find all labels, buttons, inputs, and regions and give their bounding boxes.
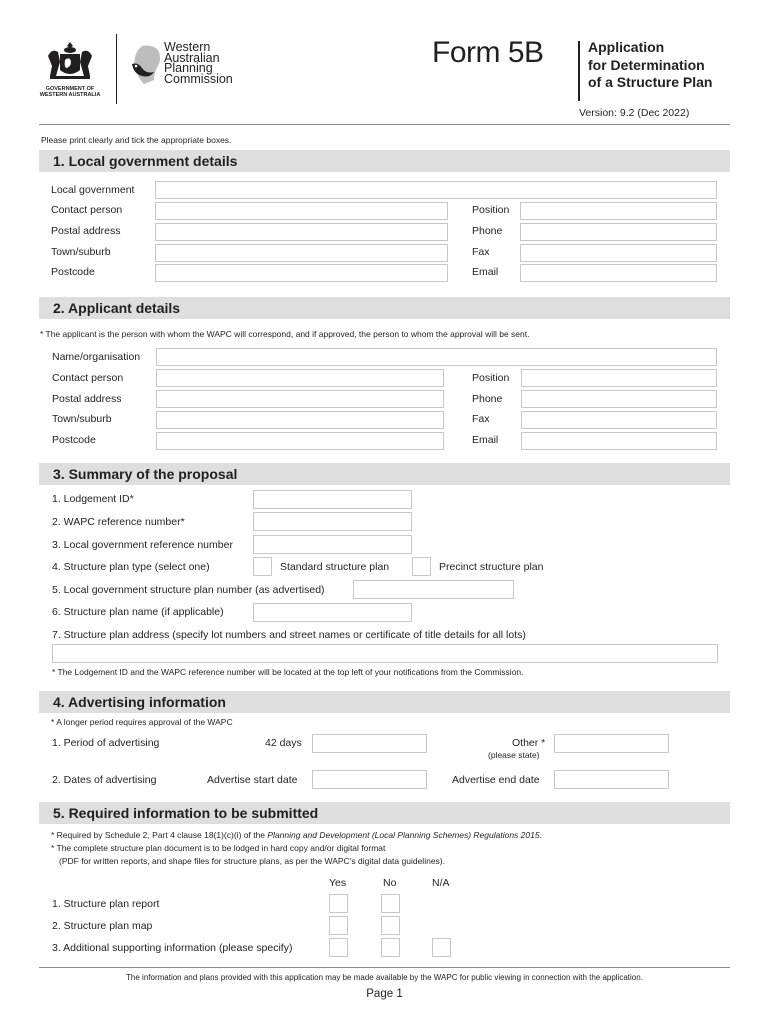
lg-plan-number-input[interactable] — [353, 580, 514, 599]
section2-header: 2. Applicant details — [39, 297, 730, 319]
lg-position-input[interactable] — [520, 202, 717, 220]
ap-contact-person-input[interactable] — [156, 369, 444, 387]
structure-plan-name-input[interactable] — [253, 603, 412, 622]
subtitle-line3: of a Structure Plan — [588, 74, 713, 90]
form-title: Form 5B — [432, 36, 544, 69]
standard-structure-plan-checkbox[interactable] — [253, 557, 272, 576]
ap-postal-address-label: Postal address — [52, 393, 122, 405]
lg-postal-address-label: Postal address — [51, 225, 121, 237]
lodged-format-note: * The complete structure plan document is to be lodged in hard copy and/or digital format — [51, 843, 386, 853]
ap-position-input[interactable] — [521, 369, 717, 387]
lg-town-suburb-input[interactable] — [155, 244, 448, 262]
precinct-structure-plan-label: Precinct structure plan — [439, 561, 544, 573]
digital-format-note: (PDF for written reports, and shape files for structure plans, as per the WAPC’s digital data guidelines). — [59, 856, 445, 866]
instruction-text: Please print clearly and tick the appropriate boxes. — [41, 135, 232, 145]
precinct-structure-plan-checkbox[interactable] — [412, 557, 431, 576]
required-note — [51, 830, 542, 841]
applicant-note: * The applicant is the person with whom the WAPC will correspond, and if approved, the person to whom the approval will be sent. — [40, 329, 530, 339]
lg-phone-label: Phone — [472, 225, 503, 237]
structure-plan-type-label: 4. Structure plan type (select one) — [52, 561, 210, 573]
additional-na-checkbox[interactable] — [432, 938, 451, 957]
lg-position-label: Position — [472, 204, 510, 216]
lg-reference-label: 3. Local government reference number — [52, 539, 233, 551]
map-no-checkbox[interactable] — [381, 916, 400, 935]
ap-position-label: Position — [472, 372, 510, 384]
wapc-reference-input[interactable] — [253, 512, 412, 531]
ap-email-input[interactable] — [521, 432, 717, 450]
report-yes-checkbox[interactable] — [329, 894, 348, 913]
please-state-label: (please state) — [488, 750, 540, 760]
lg-phone-input[interactable] — [520, 223, 717, 241]
lg-fax-label: Fax — [472, 246, 490, 258]
ap-town-suburb-label: Town/suburb — [52, 413, 112, 425]
required-note-text: * Required by Schedule 2, Part 4 clause 18(1)(c)(i) of the — [51, 830, 268, 840]
name-organisation-label: Name/organisation — [52, 351, 141, 363]
wapc-wordmark — [164, 42, 233, 84]
advertising-note: * A longer period requires approval of the WAPC — [51, 717, 233, 727]
section5-header: 5. Required information to be submitted — [39, 802, 730, 824]
lodgement-id-label: 1. Lodgement ID* — [52, 493, 134, 505]
lg-postal-address-input[interactable] — [155, 223, 448, 241]
lodgement-id-input[interactable] — [253, 490, 412, 509]
gov-label-line2: WESTERN AUSTRALIA — [39, 92, 101, 98]
lg-town-suburb-label: Town/suburb — [51, 246, 111, 258]
wapc-line4: Commission — [164, 71, 233, 86]
advertise-end-input[interactable] — [554, 770, 669, 789]
wapc-line2: Australian — [164, 50, 220, 65]
required-note-end: . — [539, 830, 542, 840]
structure-plan-address-input[interactable] — [52, 644, 718, 663]
ap-phone-label: Phone — [472, 393, 503, 405]
title-divider — [578, 41, 580, 101]
ap-contact-person-label: Contact person — [52, 372, 124, 384]
name-organisation-input[interactable] — [156, 348, 717, 366]
forty-two-days-input[interactable] — [312, 734, 427, 753]
section4-header: 4. Advertising information — [39, 691, 730, 713]
structure-plan-address-label: 7. Structure plan address (specify lot numbers and street names or certificate of title details for all lots) — [52, 629, 526, 641]
ap-fax-label: Fax — [472, 413, 490, 425]
version-label: Version: 9.2 (Dec 2022) — [579, 107, 690, 119]
lg-email-input[interactable] — [520, 264, 717, 282]
wapc-reference-label: 2. WAPC reference number* — [52, 516, 185, 528]
lg-contact-person-input[interactable] — [155, 202, 448, 220]
lg-postcode-label: Postcode — [51, 266, 95, 278]
other-period-input[interactable] — [554, 734, 669, 753]
no-column-header: No — [383, 877, 397, 889]
section1-header: 1. Local government details — [39, 150, 730, 172]
page-number: Page 1 — [366, 988, 403, 1000]
additional-no-checkbox[interactable] — [381, 938, 400, 957]
lodgement-note: * The Lodgement ID and the WAPC reference number will be located at the top left of your notifications from the Commission. — [52, 667, 524, 677]
standard-structure-plan-label: Standard structure plan — [280, 561, 390, 573]
local-government-label: Local government — [51, 184, 135, 196]
structure-plan-map-label: 2. Structure plan map — [52, 920, 153, 932]
header-rule — [39, 124, 730, 125]
forty-two-days-label: 42 days — [265, 737, 302, 749]
wapc-line1: Western — [164, 40, 211, 54]
lg-contact-person-label: Contact person — [51, 204, 123, 216]
dates-of-advertising-label: 2. Dates of advertising — [52, 774, 157, 786]
subtitle-line1: Application — [588, 39, 665, 55]
ap-postcode-label: Postcode — [52, 434, 96, 446]
form-subtitle — [588, 39, 712, 92]
lg-reference-input[interactable] — [253, 535, 412, 554]
footer-disclaimer: The information and plans provided with this application may be made available by the WAPC for public viewing in connection with the application. — [126, 973, 643, 982]
advertise-start-input[interactable] — [312, 770, 427, 789]
wapc-logo-icon — [128, 42, 164, 88]
other-period-label: Other * — [512, 737, 546, 749]
report-no-checkbox[interactable] — [381, 894, 400, 913]
wapc-line3: Planning — [164, 61, 213, 75]
ap-email-label: Email — [472, 434, 499, 446]
ap-town-suburb-input[interactable] — [156, 411, 444, 429]
yes-column-header: Yes — [329, 877, 347, 889]
header-divider — [116, 34, 117, 104]
ap-postcode-input[interactable] — [156, 432, 444, 450]
gov-label-line1: GOVERNMENT OF — [45, 86, 95, 92]
gov-label — [37, 86, 103, 98]
subtitle-line2: for Determination — [588, 56, 705, 73]
na-column-header: N/A — [432, 877, 450, 889]
advertise-end-label: Advertise end date — [452, 774, 540, 786]
ap-fax-input[interactable] — [521, 411, 717, 429]
structure-plan-name-label: 6. Structure plan name (if applicable) — [52, 606, 224, 618]
ap-postal-address-input[interactable] — [156, 390, 444, 408]
lg-fax-input[interactable] — [520, 244, 717, 262]
section3-header: 3. Summary of the proposal — [39, 463, 730, 485]
period-of-advertising-label: 1. Period of advertising — [52, 737, 160, 749]
lg-postcode-input[interactable] — [155, 264, 448, 282]
regulations-title: Planning and Development (Local Planning Schemes) Regulations 2015 — [267, 830, 540, 840]
footer-rule — [39, 967, 730, 968]
local-government-input[interactable] — [155, 181, 717, 199]
advertise-start-label: Advertise start date — [207, 774, 298, 786]
wa-crest-logo — [40, 38, 100, 86]
structure-plan-report-label: 1. Structure plan report — [52, 898, 160, 910]
lg-email-label: Email — [472, 266, 499, 278]
ap-phone-input[interactable] — [521, 390, 717, 408]
additional-yes-checkbox[interactable] — [329, 938, 348, 957]
map-yes-checkbox[interactable] — [329, 916, 348, 935]
additional-info-label: 3. Additional supporting information (please specify) — [52, 942, 293, 954]
lg-plan-number-label: 5. Local government structure plan number (as advertised) — [52, 584, 325, 596]
